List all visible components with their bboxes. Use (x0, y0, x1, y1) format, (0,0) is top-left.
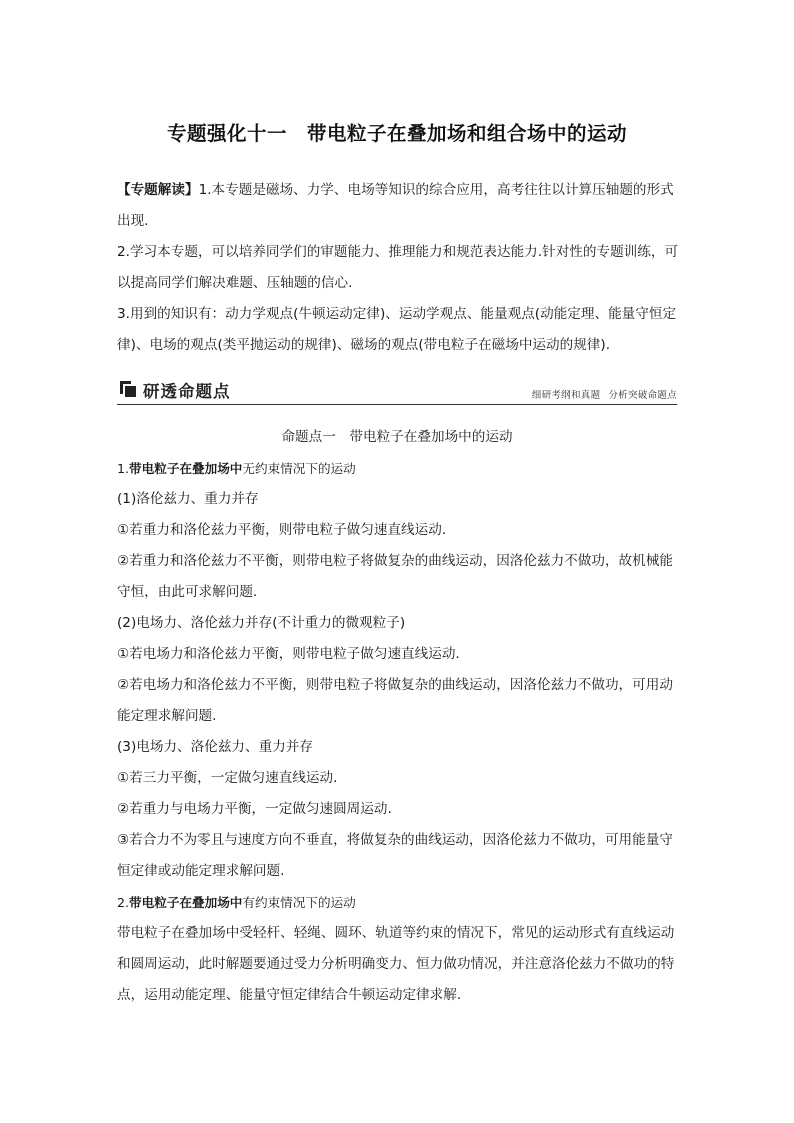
heading-2-bold: 带电粒子在叠加场中 (129, 895, 243, 910)
body-line: (3)电场力、洛伦兹力、重力并存 (117, 739, 313, 755)
topic-subtitle: 命题点一 带电粒子在叠加场中的运动 (281, 429, 513, 445)
body-line: (1)洛伦兹力、重力并存 (117, 491, 259, 507)
square-bracket-icon (119, 380, 137, 398)
section-header (117, 378, 677, 405)
section-subtitle-2: 分析突破命题点 (608, 390, 677, 401)
page-title: 专题强化十一 带电粒子在叠加场和组合场中的运动 (166, 122, 627, 145)
intro-tag: 【专题解读】 (117, 182, 199, 198)
intro-paragraph-2: 2.学习本专题，可以培养同学们的审题能力、推理能力和规范表达能力.针对性的专题训练，可以提高同学们解决难题、压轴题的信心. (117, 244, 679, 291)
heading-1-number: 1. (117, 461, 130, 476)
body-line: (2)电场力、洛伦兹力并存(不计重力的微观粒子) (117, 615, 406, 631)
intro-paragraph-3: 3.用到的知识有：动力学观点(牛顿运动定律)、运动学观点、能量观点(动能定理、能量守恒定律)、电场的观点(类平抛运动的规律)、磁场的观点(带电粒子在磁场中运动的规律). (117, 306, 677, 353)
body-line: ②若重力和洛伦兹力不平衡，则带电粒子将做复杂的曲线运动，因洛伦兹力不做功，故机械能守恒，由此可求解问题. (117, 553, 673, 600)
section-subtitle (532, 387, 677, 401)
body-line: ①若重力和洛伦兹力平衡，则带电粒子做匀速直线运动. (117, 522, 447, 538)
section-title: 研透命题点 (143, 382, 231, 401)
body-line: ②若重力与电场力平衡，一定做匀速圆周运动. (117, 801, 392, 817)
intro-text-1: 1.本专题是磁场、力学、电场等知识的综合应用，高考往往以计算压轴题的形式出现. (117, 182, 674, 229)
heading-1-bold: 带电粒子在叠加场中 (129, 461, 243, 476)
body-line: ①若三力平衡，一定做匀速直线运动. (117, 770, 338, 786)
heading-2-number: 2. (117, 895, 130, 910)
body-line: ②若电场力和洛伦兹力不平衡，则带电粒子将做复杂的曲线运动，因洛伦兹力不做功，可用动能定理求解问题. (117, 677, 673, 724)
body-line: ③若合力不为零且与速度方向不垂直，将做复杂的曲线运动，因洛伦兹力不做功，可用能量守恒定律或动能定理求解问题. (117, 832, 673, 879)
heading-2-rest: 有约束情况下的运动 (242, 895, 356, 910)
intro-paragraph-1 (117, 175, 682, 237)
heading-2 (117, 887, 682, 918)
body-line: ①若电场力和洛伦兹力平衡，则带电粒子做匀速直线运动. (117, 646, 460, 662)
heading-1 (117, 453, 682, 484)
body-text (117, 453, 682, 1011)
heading-1-rest: 无约束情况下的运动 (242, 461, 356, 476)
section-subtitle-1: 细研考纲和真题 (531, 390, 601, 401)
body-line: 带电粒子在叠加场中受轻杆、轻绳、圆环、轨道等约束的情况下，常见的运动形式有直线运动和圆周运动，此时解题要通过受力分析明确变力、恒力做功情况，并注意洛伦兹力不做功的特点，运用动能定理、能量守恒定律结合牛顿运动定律求解. (117, 925, 675, 1003)
